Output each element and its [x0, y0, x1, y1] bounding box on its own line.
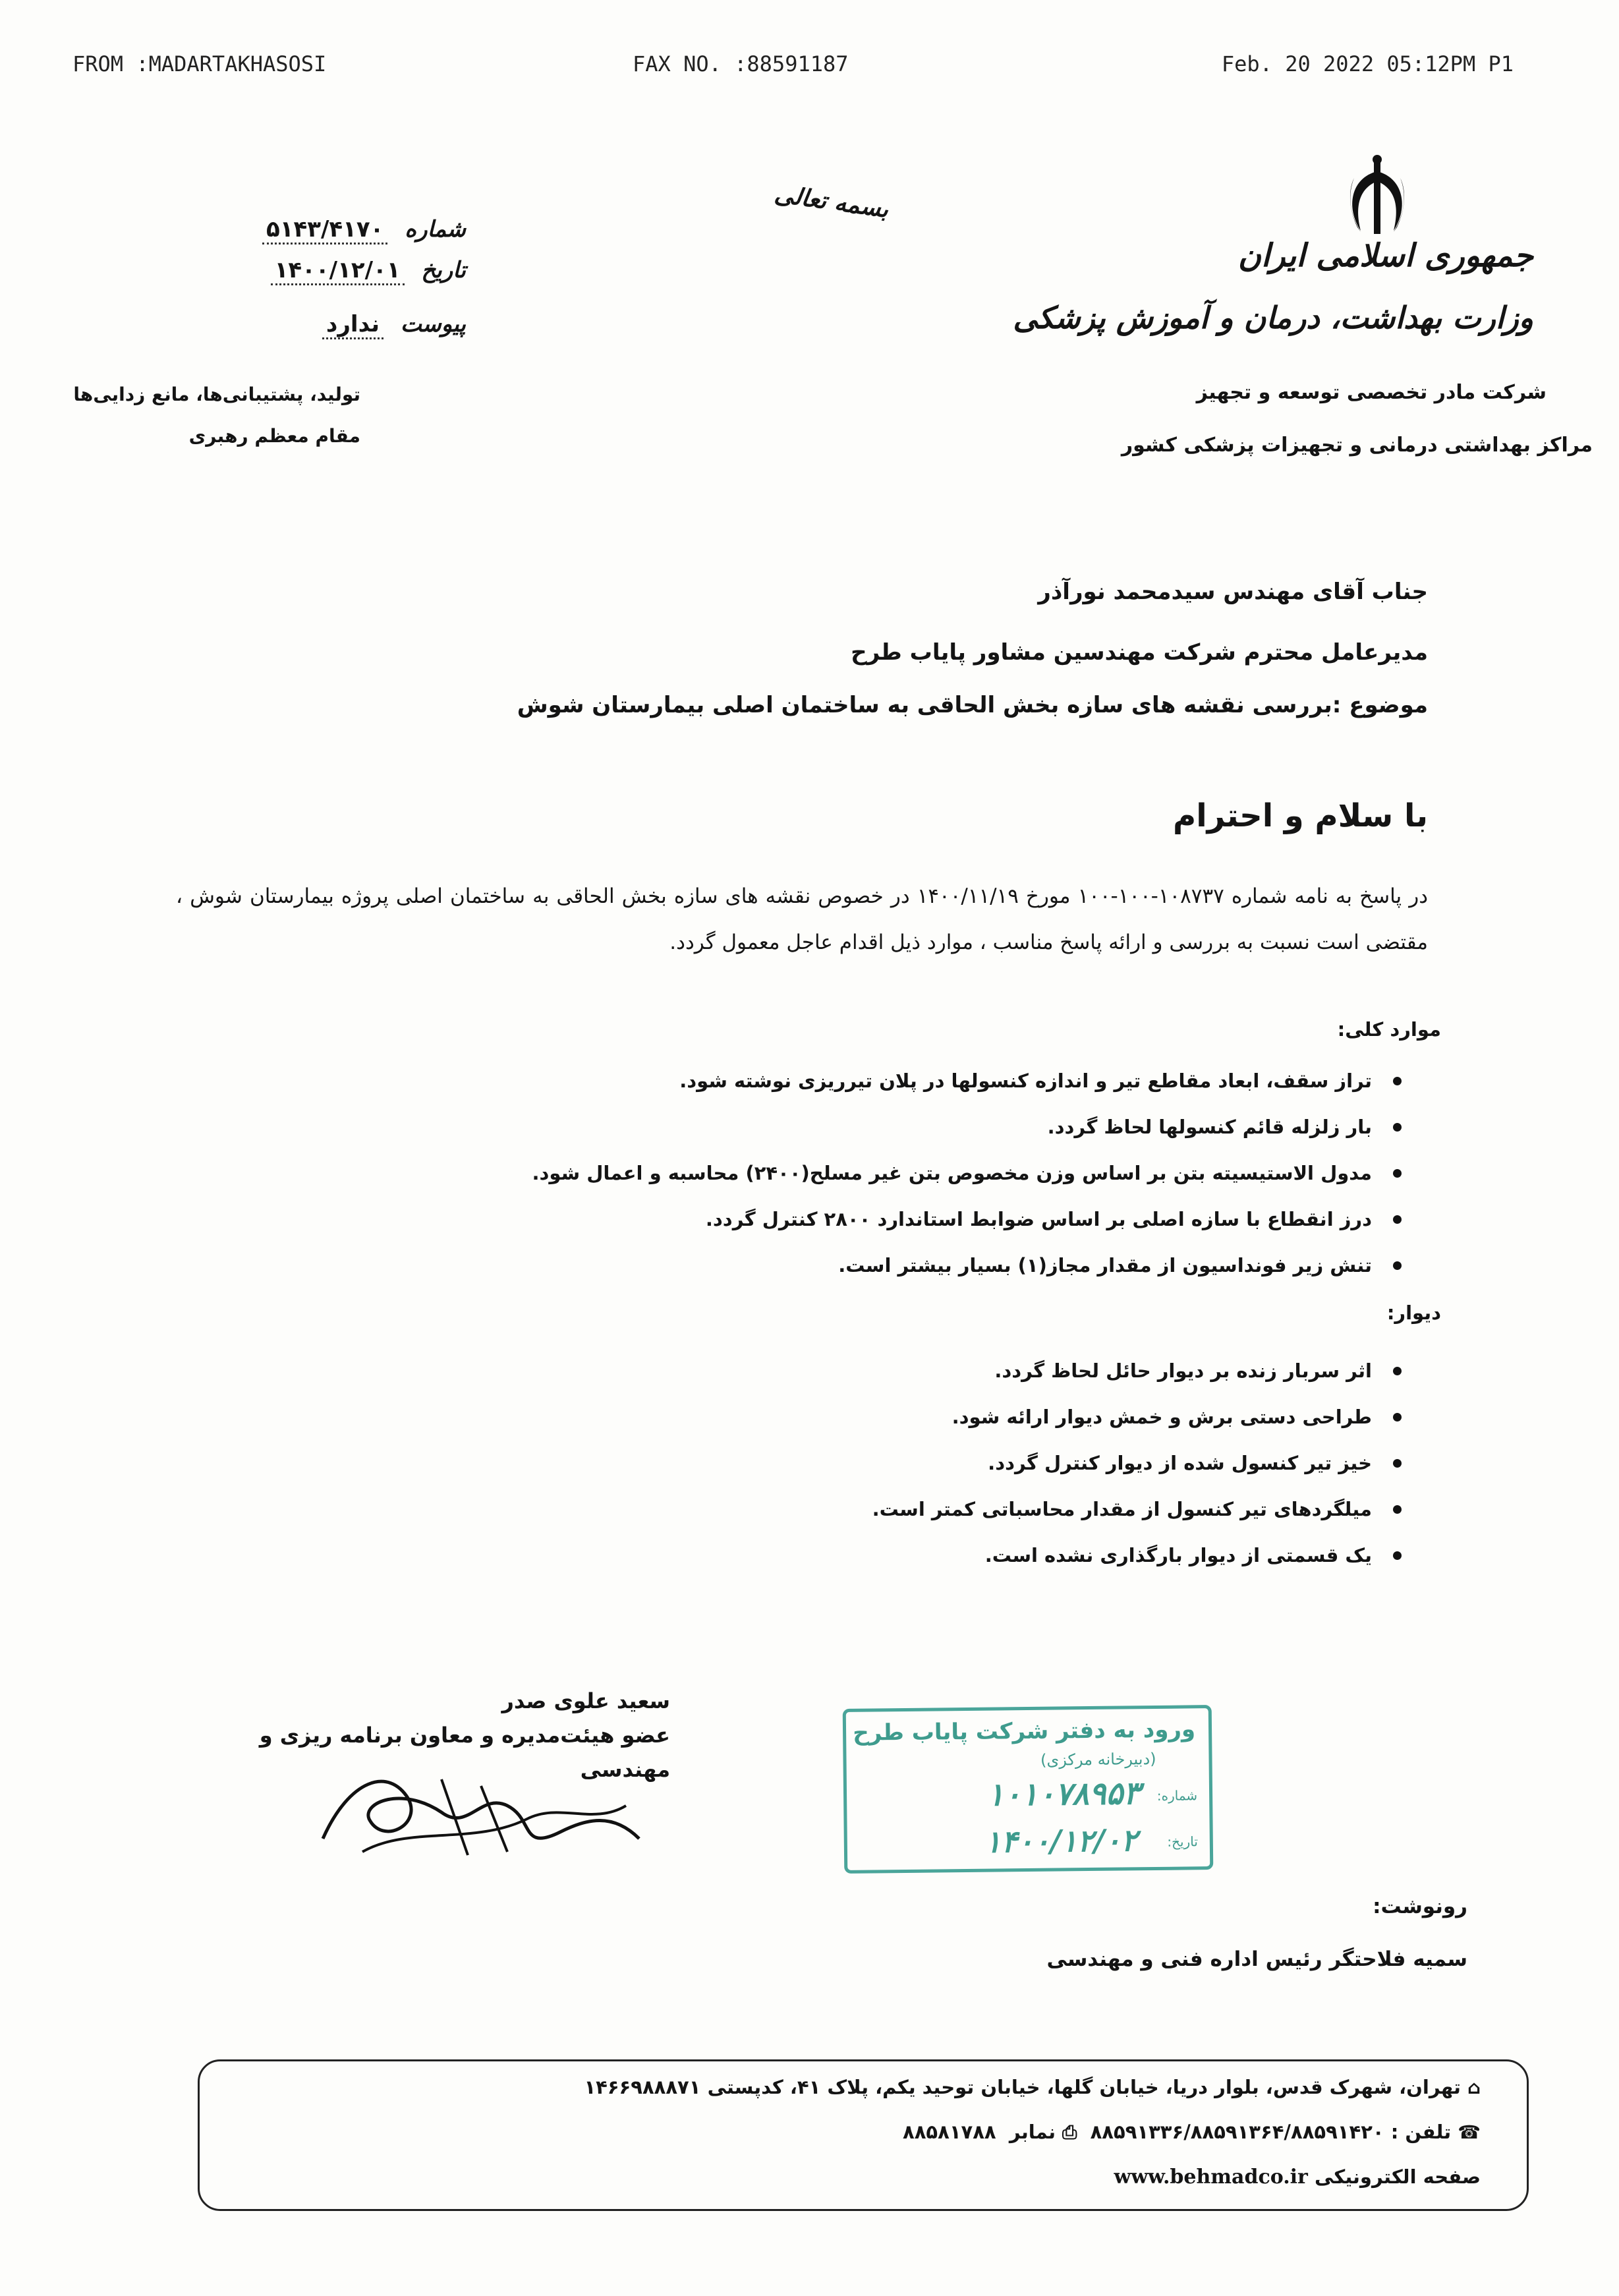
- letter-body: در پاسخ به نامه شماره ۱۰۸۷۳۷-۱۰۰-۱۰۰ مورخ ۱۴۰۰/۱۱/۱۹ در خصوص نقشه های سازه بخش الحاقی به ساختمان اصلی پروژه بیمارستان شوش ، مقتضی است نسبت به بررسی و ارائه پاسخ مناسب ، موارد ذیل اقدام عاجل معمول گردد.: [176, 884, 1429, 954]
- letter-attachment-label: پیوست: [400, 311, 466, 337]
- letter-subject: موضوع :بررسی نقشه های سازه بخش الحاقی به ساختمان اصلی بیمارستان شوش: [517, 692, 1428, 718]
- fax-icon: ⎙: [1062, 2121, 1077, 2143]
- letter-number-value: ۵۱۴۳/۴۱۷۰: [262, 216, 387, 244]
- republic-title: جمهوری اسلامی ایران: [1237, 237, 1533, 274]
- wall-items-list: [872, 1348, 1402, 1578]
- bullet-icon: [1393, 1123, 1402, 1132]
- greeting: با سلام و احترام: [1173, 797, 1428, 834]
- signer-title: عضو هیئت‌مدیره و معاون برنامه ریزی و: [259, 1723, 670, 1748]
- motto-text: تولید، پشتیبانی‌ها، مانع زدایی‌ها: [73, 384, 360, 405]
- stamp-date-label: تاریخ:: [1167, 1833, 1198, 1850]
- list-item: مدول الاستیسیته بتن بر اساس وزن مخصوص بتن غیر مسلح(۲۴۰۰) محاسبه و اعمال شود.: [532, 1150, 1402, 1196]
- footer-fax-label: نمابر: [1009, 2121, 1056, 2143]
- stamp-number: ۱۰۱۰۷۸۹۵۳: [986, 1775, 1141, 1814]
- list-item: خیز تیر کنسول شده از دیوار کنترل گردد.: [872, 1440, 1402, 1486]
- bullet-icon: [1393, 1505, 1402, 1514]
- website-link[interactable]: www.behmadco.ir: [1114, 2166, 1308, 2189]
- list-item: اثر سربار زنده بر دیوار حائل لحاظ گردد.: [872, 1348, 1402, 1394]
- letter-date-label: تاریخ: [421, 257, 466, 283]
- list-item: تنش زیر فونداسیون از مقدار مجاز(۱) بسیار بیشتر است.: [532, 1242, 1402, 1288]
- bismillah: بسمه تعالی: [772, 180, 891, 223]
- list-item: میلگردهای تیر کنسول از مقدار محاسباتی کمتر است.: [872, 1486, 1402, 1532]
- fax-date: Feb. 20 2022 05:12PM P1: [1221, 51, 1514, 76]
- iran-emblem-icon: [1338, 152, 1417, 237]
- stamp-number-label: شماره:: [1156, 1787, 1198, 1804]
- cc-recipient: سمیه فلاحتگر رئیس اداره فنی و مهندسی: [1046, 1947, 1467, 1971]
- footer-fax-number: ۸۸۵۸۱۷۸۸: [903, 2121, 996, 2143]
- footer-phone-label: تلفن :: [1390, 2121, 1452, 2143]
- fax-header: [72, 51, 1514, 84]
- letter-number: [262, 216, 466, 243]
- company-description: مراکز بهداشتی درمانی و تجهیزات پزشکی کشور: [1121, 434, 1593, 457]
- location-icon: ⌂: [1467, 2077, 1481, 2098]
- letter-date: [271, 257, 466, 283]
- letter-date-value: ۱۴۰۰/۱۲/۰۱: [271, 257, 405, 285]
- motto-source: مقام معظم رهبری: [188, 425, 360, 447]
- cc-title: رونوشت:: [1373, 1895, 1467, 1918]
- stamp-title: ورود به دفتر شرکت پایاب طرح: [853, 1716, 1196, 1746]
- signer-name: سعید علوی صدر: [501, 1688, 670, 1713]
- list-item: تراز سقف، ابعاد مقاطع تیر و اندازه کنسولها در پلان تیرریزی نوشته شود.: [532, 1058, 1402, 1104]
- letter-attachment-value: ندارد: [322, 311, 383, 339]
- list-item: بار زلزله قائم کنسولها لحاظ گردد.: [532, 1104, 1402, 1150]
- bullet-icon: [1393, 1413, 1402, 1421]
- signature-icon: [310, 1740, 652, 1872]
- footer-contact-box: [198, 2059, 1529, 2211]
- phone-icon: ☎: [1458, 2121, 1481, 2143]
- list-item: یک قسمتی از دیوار بارگذاری نشده است.: [872, 1532, 1402, 1578]
- general-items-list: [532, 1058, 1402, 1288]
- fax-number: FAX NO. :88591187: [633, 51, 849, 76]
- footer-website-label: صفحه الکترونیکی: [1314, 2166, 1481, 2188]
- stamp-date: ۱۴۰۰/۱۲/۰۲: [984, 1822, 1138, 1860]
- bullet-icon: [1393, 1077, 1402, 1085]
- letter-number-label: شماره: [405, 216, 466, 243]
- bullet-icon: [1393, 1261, 1402, 1270]
- ministry-title: وزارت بهداشت، درمان و آموزش پزشکی: [1013, 300, 1533, 335]
- list-item: درز انقطاع با سازه اصلی بر اساس ضوابط استاندارد ۲۸۰۰ کنترل گردد.: [532, 1196, 1402, 1242]
- section-general-title: موارد کلی:: [1337, 1018, 1441, 1041]
- company-name: شرکت مادر تخصصی توسعه و تجهیز: [1196, 381, 1547, 404]
- letter-attachment: [322, 311, 466, 337]
- fax-from: FROM :MADARTAKHASOSI: [72, 51, 327, 76]
- addressee-title: مدیرعامل محترم شرکت مهندسین مشاور پایاب طرح: [851, 639, 1428, 666]
- footer-phones: [903, 2121, 1481, 2144]
- receipt-stamp: [843, 1705, 1214, 1874]
- section-wall-title: دیوار:: [1386, 1302, 1441, 1324]
- bullet-icon: [1393, 1459, 1402, 1468]
- stamp-subtitle: (دبیرخانه مرکزی): [1040, 1749, 1156, 1769]
- footer-phone-numbers: ۸۸۵۹۱۳۳۶/۸۸۵۹۱۳۶۴/۸۸۵۹۱۴۲۰: [1090, 2121, 1384, 2143]
- bullet-icon: [1393, 1169, 1402, 1178]
- footer-address: [584, 2076, 1481, 2098]
- bullet-icon: [1393, 1367, 1402, 1375]
- bullet-icon: [1393, 1215, 1402, 1224]
- footer-address-text: تهران، شهرک قدس، بلوار دریا، خیابان گلها، خیابان توحید یکم، پلاک ۴۱، کدپستی ۱۴۶۶۹۸۸۸۷۱: [584, 2076, 1461, 2098]
- footer-website: [1101, 2166, 1481, 2189]
- list-item: طراحی دستی برش و خمش دیوار ارائه شود.: [872, 1394, 1402, 1440]
- signer-title-continued: مهندسی: [580, 1757, 670, 1782]
- addressee-name: جناب آقای مهندس سیدمحمد نورآذر: [1038, 579, 1428, 605]
- bullet-icon: [1393, 1551, 1402, 1560]
